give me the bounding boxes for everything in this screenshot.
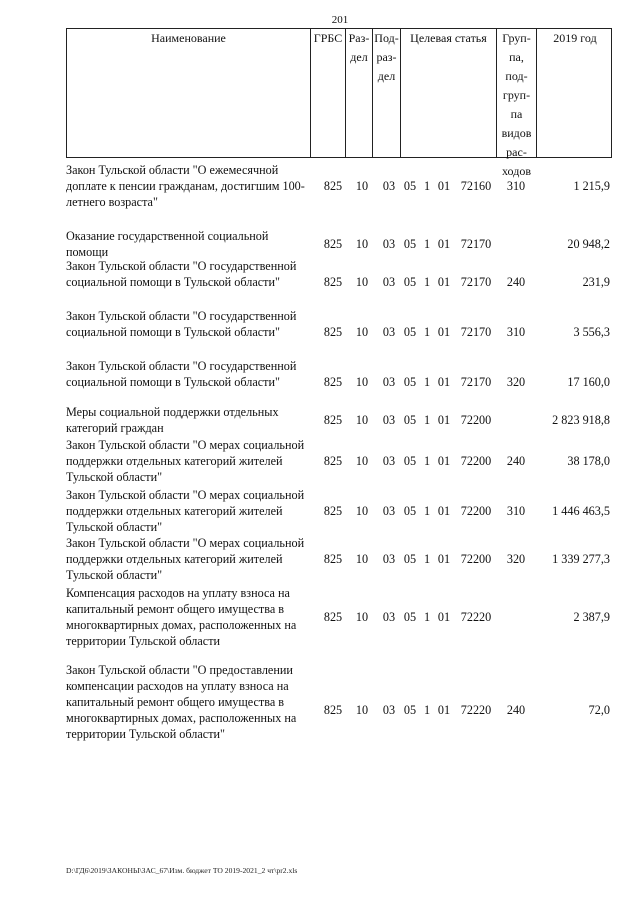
row-razdel: 10 (355, 375, 369, 389)
row-cs2: 1 (423, 610, 431, 624)
row-cs2: 1 (423, 375, 431, 389)
row-cs1: 05 (403, 454, 417, 468)
table-row (66, 162, 612, 210)
row-razdel: 10 (355, 179, 369, 193)
row-cs2: 1 (423, 703, 431, 717)
row-cs2: 1 (423, 454, 431, 468)
row-podrazdel: 03 (382, 703, 396, 717)
row-cs2: 1 (423, 413, 431, 427)
row-cs3: 01 (437, 703, 451, 717)
row-grbs: 825 (323, 275, 343, 289)
row-razdel: 10 (355, 552, 369, 566)
row-podrazdel: 03 (382, 179, 396, 193)
header-podrazdel: Под- раз- дел (373, 29, 401, 157)
row-vr: 240 (506, 703, 526, 717)
row-podrazdel: 03 (382, 552, 396, 566)
row-grbs: 825 (323, 413, 343, 427)
row-cs4: 72160 (460, 179, 492, 193)
header-grbs: ГРБС (311, 29, 346, 157)
row-name: Компенсация расходов на уплату взноса на капитальный ремонт общего имущества в многоквартирных домах, расположенных на территории Тульской области (66, 586, 297, 648)
row-cs4: 72170 (460, 237, 492, 251)
row-cs3: 01 (437, 275, 451, 289)
row-name: Закон Тульской области "О государственной социальной помощи в Тульской области" (66, 259, 297, 289)
row-cs3: 01 (437, 454, 451, 468)
row-cs1: 05 (403, 275, 417, 289)
row-podrazdel: 03 (382, 375, 396, 389)
row-cs1: 05 (403, 325, 417, 339)
row-cs2: 1 (423, 504, 431, 518)
row-cs4: 72200 (460, 413, 492, 427)
row-cs1: 05 (403, 375, 417, 389)
table-row (66, 487, 612, 535)
row-grbs: 825 (323, 454, 343, 468)
row-cs1: 05 (403, 610, 417, 624)
row-vr: 310 (506, 325, 526, 339)
row-razdel: 10 (355, 703, 369, 717)
row-cs3: 01 (437, 375, 451, 389)
row-vr: 320 (506, 375, 526, 389)
row-grbs: 825 (323, 179, 343, 193)
row-vr: 310 (506, 179, 526, 193)
table-row (66, 308, 612, 356)
row-cs3: 01 (437, 552, 451, 566)
row-cs2: 1 (423, 179, 431, 193)
row-name: Закон Тульской области "О государственной социальной помощи в Тульской области" (66, 359, 297, 389)
row-amount: 3 556,3 (573, 325, 610, 339)
page-number: 201 (331, 14, 349, 26)
header-razdel: Раз- дел (346, 29, 373, 157)
row-cs3: 01 (437, 504, 451, 518)
table-row (66, 228, 612, 258)
row-cs4: 72170 (460, 375, 492, 389)
row-amount: 2 387,9 (573, 610, 610, 624)
row-amount: 1 339 277,3 (552, 552, 610, 566)
row-cs3: 01 (437, 610, 451, 624)
row-razdel: 10 (355, 454, 369, 468)
row-grbs: 825 (323, 237, 343, 251)
row-cs4: 72220 (460, 610, 492, 624)
row-amount: 20 948,2 (567, 237, 610, 251)
table-header (66, 28, 612, 178)
row-podrazdel: 03 (382, 454, 396, 468)
row-cs4: 72220 (460, 703, 492, 717)
row-cs1: 05 (403, 413, 417, 427)
row-cs1: 05 (403, 552, 417, 566)
header-group: Груп- па, под- груп- па видов рас- ходов (497, 29, 537, 157)
header-year: 2019 год (553, 31, 597, 45)
row-vr: 310 (506, 504, 526, 518)
table-row (66, 437, 612, 485)
row-cs1: 05 (403, 237, 417, 251)
table-row (66, 404, 612, 436)
row-name: Оказание государственной социальной помощи (66, 229, 269, 259)
row-name: Закон Тульской области "О государственной социальной помощи в Тульской области" (66, 309, 297, 339)
row-cs3: 01 (437, 413, 451, 427)
row-cs4: 72170 (460, 275, 492, 289)
row-cs2: 1 (423, 325, 431, 339)
row-grbs: 825 (323, 504, 343, 518)
row-razdel: 10 (355, 610, 369, 624)
row-grbs: 825 (323, 703, 343, 717)
row-podrazdel: 03 (382, 504, 396, 518)
row-cs3: 01 (437, 179, 451, 193)
row-cs1: 05 (403, 703, 417, 717)
header-name: Наименование (67, 29, 311, 157)
row-cs4: 72200 (460, 504, 492, 518)
row-name: Закон Тульской области "О мерах социальной поддержки отдельных категорий жителей Тульской области" (66, 536, 305, 582)
row-vr: 240 (506, 454, 526, 468)
row-amount: 1 215,9 (573, 179, 610, 193)
row-razdel: 10 (355, 413, 369, 427)
row-grbs: 825 (323, 325, 343, 339)
row-podrazdel: 03 (382, 237, 396, 251)
row-amount: 2 823 918,8 (552, 413, 610, 427)
row-cs4: 72200 (460, 454, 492, 468)
row-name: Закон Тульской области "О предоставлении компенсации расходов на уплату взноса на капитальный ремонт общего имущества в многоквартирных домах, расположенных на территории Тульской области" (66, 663, 297, 741)
row-vr: 320 (506, 552, 526, 566)
row-grbs: 825 (323, 552, 343, 566)
row-name: Закон Тульской области "О ежемесячной доплате к пенсии гражданам, достигшим 100-летнего возраста" (66, 163, 305, 209)
row-cs2: 1 (423, 552, 431, 566)
row-razdel: 10 (355, 237, 369, 251)
row-amount: 231,9 (582, 275, 610, 289)
row-grbs: 825 (323, 610, 343, 624)
table-row (66, 358, 612, 406)
table-row (66, 662, 612, 742)
row-cs3: 01 (437, 325, 451, 339)
row-amount: 17 160,0 (567, 375, 610, 389)
row-amount: 1 446 463,5 (552, 504, 610, 518)
table-row (66, 585, 612, 649)
row-name: Закон Тульской области "О мерах социальной поддержки отдельных категорий жителей Тульской области" (66, 438, 305, 484)
table-row (66, 535, 612, 583)
row-razdel: 10 (355, 275, 369, 289)
row-amount: 38 178,0 (567, 454, 610, 468)
table-row (66, 258, 612, 306)
row-podrazdel: 03 (382, 325, 396, 339)
row-podrazdel: 03 (382, 275, 396, 289)
row-podrazdel: 03 (382, 413, 396, 427)
row-cs4: 72200 (460, 552, 492, 566)
row-vr: 240 (506, 275, 526, 289)
row-razdel: 10 (355, 504, 369, 518)
row-name: Меры социальной поддержки отдельных категорий граждан (66, 405, 279, 435)
row-cs1: 05 (403, 504, 417, 518)
row-grbs: 825 (323, 375, 343, 389)
row-podrazdel: 03 (382, 610, 396, 624)
row-name: Закон Тульской области "О мерах социальной поддержки отдельных категорий жителей Тульской области" (66, 488, 305, 534)
row-cs3: 01 (437, 237, 451, 251)
row-cs4: 72170 (460, 325, 492, 339)
row-cs2: 1 (423, 275, 431, 289)
row-cs2: 1 (423, 237, 431, 251)
file-path: D:\ГД6\2019\ЗАКОНЫ\ЗАС_67\Изм. бюджет ТО 2019-2021_2 чт\pr2.xls (66, 866, 298, 875)
header-target: Целевая статья (401, 29, 497, 157)
row-razdel: 10 (355, 325, 369, 339)
row-amount: 72,0 (588, 703, 610, 717)
row-cs1: 05 (403, 179, 417, 193)
